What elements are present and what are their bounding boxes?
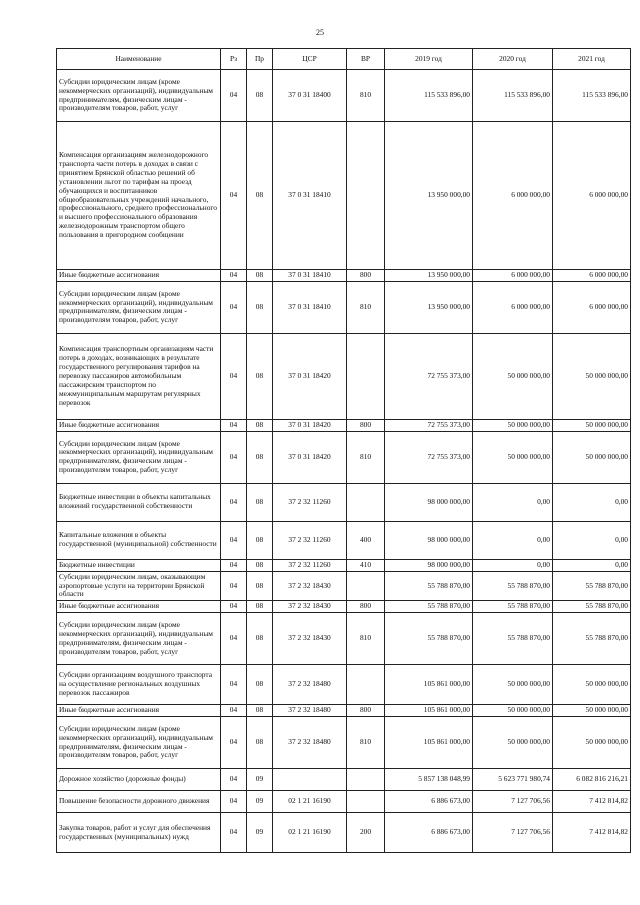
cell-2019: 5 857 138 048,99 (385, 769, 473, 791)
cell-name: Субсидии юридическим лицам (кроме некоммерческих организаций), индивидуальным предпринимателям, физическим лицам - производителям товаров, работ, услуг (57, 281, 221, 333)
cell-pr: 08 (247, 705, 273, 717)
cell-csr: 37 2 32 18430 (273, 613, 347, 665)
cell-2020: 6 000 000,00 (473, 281, 553, 333)
col-header-2021: 2021 год (553, 49, 631, 70)
cell-pr: 08 (247, 601, 273, 613)
cell-2021: 50 000 000,00 (553, 431, 631, 483)
cell-vr: 810 (347, 613, 385, 665)
cell-name: Закупка товаров, работ и услуг для обеспечения государственных (муниципальных) нужд (57, 813, 221, 853)
cell-csr: 37 0 31 18410 (273, 270, 347, 282)
cell-name: Дорожное хозяйство (дорожные фонды) (57, 769, 221, 791)
cell-2019: 98 000 000,00 (385, 559, 473, 571)
cell-vr: 410 (347, 559, 385, 571)
cell-csr: 37 0 31 18420 (273, 419, 347, 431)
cell-vr: 810 (347, 70, 385, 122)
table-row (57, 571, 631, 601)
cell-name: Бюджетные инвестиции в объекты капитальных вложений государственной собственности (57, 483, 221, 521)
cell-pr: 08 (247, 122, 273, 270)
table-row (57, 613, 631, 665)
cell-2021: 7 412 814,82 (553, 791, 631, 813)
cell-vr: 400 (347, 521, 385, 559)
cell-2021: 6 082 816 216,21 (553, 769, 631, 791)
cell-2019: 55 788 870,00 (385, 601, 473, 613)
cell-2020: 50 000 000,00 (473, 705, 553, 717)
cell-pr: 08 (247, 717, 273, 769)
cell-name: Иные бюджетные ассигнования (57, 270, 221, 282)
cell-vr: 200 (347, 813, 385, 853)
cell-2020: 50 000 000,00 (473, 717, 553, 769)
cell-vr: 800 (347, 270, 385, 282)
cell-pr: 08 (247, 483, 273, 521)
cell-csr: 37 2 32 11260 (273, 559, 347, 571)
cell-csr: 37 0 31 18420 (273, 333, 347, 419)
cell-pr: 08 (247, 559, 273, 571)
cell-csr: 37 0 31 18420 (273, 431, 347, 483)
table-row (57, 769, 631, 791)
table-row (57, 122, 631, 270)
cell-rz: 04 (221, 769, 247, 791)
table-row (57, 431, 631, 483)
cell-vr: 810 (347, 281, 385, 333)
table-row (57, 601, 631, 613)
table-header-row (57, 49, 631, 70)
cell-2019: 6 886 673,00 (385, 791, 473, 813)
cell-2019: 55 788 870,00 (385, 571, 473, 601)
col-header-2020: 2020 год (473, 49, 553, 70)
cell-2020: 55 788 870,00 (473, 601, 553, 613)
cell-2021: 0,00 (553, 559, 631, 571)
cell-name: Субсидии юридическим лицам (кроме некоммерческих организаций), индивидуальным предпринимателям, физическим лицам - производителям товаров, работ, услуг (57, 70, 221, 122)
cell-2020: 115 533 896,00 (473, 70, 553, 122)
cell-vr (347, 791, 385, 813)
cell-name: Субсидии юридическим лицам (кроме некоммерческих организаций), индивидуальным предпринимателям, физическим лицам - производителям товаров, работ, услуг (57, 431, 221, 483)
cell-pr: 08 (247, 665, 273, 705)
cell-pr: 08 (247, 281, 273, 333)
cell-rz: 04 (221, 270, 247, 282)
cell-2019: 98 000 000,00 (385, 483, 473, 521)
cell-name: Повышение безопасности дорожного движения (57, 791, 221, 813)
cell-rz: 04 (221, 717, 247, 769)
cell-name: Иные бюджетные ассигнования (57, 419, 221, 431)
cell-2021: 6 000 000,00 (553, 270, 631, 282)
cell-2019: 72 755 373,00 (385, 419, 473, 431)
col-header-pr: Пр (247, 49, 273, 70)
cell-rz: 04 (221, 559, 247, 571)
cell-2019: 72 755 373,00 (385, 431, 473, 483)
cell-2021: 50 000 000,00 (553, 419, 631, 431)
cell-2020: 7 127 706,56 (473, 791, 553, 813)
cell-vr (347, 769, 385, 791)
cell-pr: 08 (247, 521, 273, 559)
cell-rz: 04 (221, 791, 247, 813)
cell-pr: 09 (247, 791, 273, 813)
cell-vr: 800 (347, 419, 385, 431)
cell-csr: 37 2 32 11260 (273, 483, 347, 521)
cell-name: Субсидии юридическим лицам (кроме некоммерческих организаций), индивидуальным предпринимателям, физическим лицам - производителям товаров, работ, услуг (57, 717, 221, 769)
cell-rz: 04 (221, 281, 247, 333)
cell-2021: 7 412 814,82 (553, 813, 631, 853)
table-row (57, 281, 631, 333)
col-header-2019: 2019 год (385, 49, 473, 70)
cell-name: Компенсация транспортным организациям части потерь в доходах, возникающих в результате государственного регулирования тарифов на перевозку пассажиров автомобильным пассажирским транспортом по межмуниципальным маршрутам регулярных перевозок (57, 333, 221, 419)
cell-rz: 04 (221, 813, 247, 853)
cell-2021: 55 788 870,00 (553, 571, 631, 601)
cell-csr: 37 2 32 18430 (273, 601, 347, 613)
cell-2020: 55 788 870,00 (473, 613, 553, 665)
cell-rz: 04 (221, 431, 247, 483)
cell-rz: 04 (221, 613, 247, 665)
cell-csr (273, 769, 347, 791)
table-row (57, 70, 631, 122)
cell-2021: 115 533 896,00 (553, 70, 631, 122)
cell-rz: 04 (221, 521, 247, 559)
cell-csr: 37 2 32 18480 (273, 717, 347, 769)
cell-csr: 02 1 21 16190 (273, 813, 347, 853)
cell-rz: 04 (221, 601, 247, 613)
cell-pr: 08 (247, 613, 273, 665)
cell-2020: 50 000 000,00 (473, 333, 553, 419)
cell-vr: 800 (347, 601, 385, 613)
cell-rz: 04 (221, 571, 247, 601)
cell-rz: 04 (221, 70, 247, 122)
cell-rz: 04 (221, 705, 247, 717)
cell-name: Бюджетные инвестиции (57, 559, 221, 571)
cell-2020: 0,00 (473, 483, 553, 521)
cell-name: Субсидии юридическим лицам (кроме некоммерческих организаций), индивидуальным предпринимателям, физическим лицам - производителям товаров, работ, услуг (57, 613, 221, 665)
cell-2020: 7 127 706,56 (473, 813, 553, 853)
cell-vr (347, 571, 385, 601)
col-header-name: Наименование (57, 49, 221, 70)
col-header-vr: ВР (347, 49, 385, 70)
table-row (57, 791, 631, 813)
cell-csr: 02 1 21 16190 (273, 791, 347, 813)
page-number: 25 (316, 28, 324, 37)
cell-vr: 810 (347, 431, 385, 483)
cell-csr: 37 0 31 18410 (273, 281, 347, 333)
cell-2020: 6 000 000,00 (473, 270, 553, 282)
cell-name: Субсидии юридическим лицам, оказывающим аэропортовые услуги на территории Брянской области (57, 571, 221, 601)
cell-rz: 04 (221, 333, 247, 419)
cell-2019: 13 950 000,00 (385, 270, 473, 282)
cell-pr: 09 (247, 813, 273, 853)
cell-2020: 55 788 870,00 (473, 571, 553, 601)
table-row (57, 333, 631, 419)
cell-2020: 50 000 000,00 (473, 431, 553, 483)
cell-vr (347, 333, 385, 419)
cell-csr: 37 0 31 18400 (273, 70, 347, 122)
cell-2019: 115 533 896,00 (385, 70, 473, 122)
cell-name: Иные бюджетные ассигнования (57, 601, 221, 613)
cell-2019: 105 861 000,00 (385, 665, 473, 705)
cell-2021: 0,00 (553, 521, 631, 559)
cell-csr: 37 2 32 18430 (273, 571, 347, 601)
cell-2020: 6 000 000,00 (473, 122, 553, 270)
table-row (57, 705, 631, 717)
cell-2019: 13 950 000,00 (385, 122, 473, 270)
cell-2021: 55 788 870,00 (553, 601, 631, 613)
cell-vr (347, 122, 385, 270)
cell-pr: 08 (247, 333, 273, 419)
cell-pr: 08 (247, 571, 273, 601)
cell-2021: 50 000 000,00 (553, 665, 631, 705)
table-row (57, 559, 631, 571)
cell-rz: 04 (221, 419, 247, 431)
table-row (57, 270, 631, 282)
cell-rz: 04 (221, 483, 247, 521)
table-row (57, 717, 631, 769)
cell-name: Субсидии организациям воздушного транспорта на осуществление региональных воздушных перевозок пассажиров (57, 665, 221, 705)
cell-2021: 50 000 000,00 (553, 333, 631, 419)
cell-2021: 0,00 (553, 483, 631, 521)
table-row (57, 483, 631, 521)
cell-rz: 04 (221, 122, 247, 270)
cell-2020: 50 000 000,00 (473, 665, 553, 705)
cell-name: Иные бюджетные ассигнования (57, 705, 221, 717)
cell-csr: 37 2 32 18480 (273, 665, 347, 705)
cell-2021: 50 000 000,00 (553, 705, 631, 717)
cell-pr: 08 (247, 270, 273, 282)
cell-pr: 08 (247, 431, 273, 483)
cell-vr (347, 483, 385, 521)
cell-pr: 09 (247, 769, 273, 791)
table-row (57, 521, 631, 559)
col-header-csr: ЦСР (273, 49, 347, 70)
table-row (57, 419, 631, 431)
cell-rz: 04 (221, 665, 247, 705)
cell-vr (347, 665, 385, 705)
cell-vr: 810 (347, 717, 385, 769)
table-row (57, 813, 631, 853)
col-header-rz: Рз (221, 49, 247, 70)
cell-2021: 6 000 000,00 (553, 122, 631, 270)
cell-2019: 13 950 000,00 (385, 281, 473, 333)
cell-2019: 105 861 000,00 (385, 705, 473, 717)
cell-vr: 800 (347, 705, 385, 717)
cell-pr: 08 (247, 419, 273, 431)
cell-2021: 55 788 870,00 (553, 613, 631, 665)
cell-2020: 0,00 (473, 521, 553, 559)
cell-pr: 08 (247, 70, 273, 122)
cell-2020: 50 000 000,00 (473, 419, 553, 431)
table-row (57, 665, 631, 705)
cell-2019: 105 861 000,00 (385, 717, 473, 769)
cell-csr: 37 2 32 11260 (273, 521, 347, 559)
cell-2021: 6 000 000,00 (553, 281, 631, 333)
cell-name: Капитальные вложения в объекты государственной (муниципальной) собственности (57, 521, 221, 559)
cell-2020: 5 623 771 980,74 (473, 769, 553, 791)
cell-2021: 50 000 000,00 (553, 717, 631, 769)
cell-2019: 55 788 870,00 (385, 613, 473, 665)
cell-2020: 0,00 (473, 559, 553, 571)
cell-2019: 6 886 673,00 (385, 813, 473, 853)
cell-csr: 37 0 31 18410 (273, 122, 347, 270)
budget-table (56, 48, 631, 853)
cell-2019: 98 000 000,00 (385, 521, 473, 559)
cell-2019: 72 755 373,00 (385, 333, 473, 419)
cell-csr: 37 2 32 18480 (273, 705, 347, 717)
cell-name: Компенсация организациям железнодорожного транспорта части потерь в доходах в связи с принятием Брянской областью решений об установлении льгот по тарифам на проезд обучающихся и воспитанников общеобразовательных учреждений начального, профессионального, среднего профессионального и высшего профессионального образования железнодорожным транспортом общего пользования в пригородном сообщении (57, 122, 221, 270)
